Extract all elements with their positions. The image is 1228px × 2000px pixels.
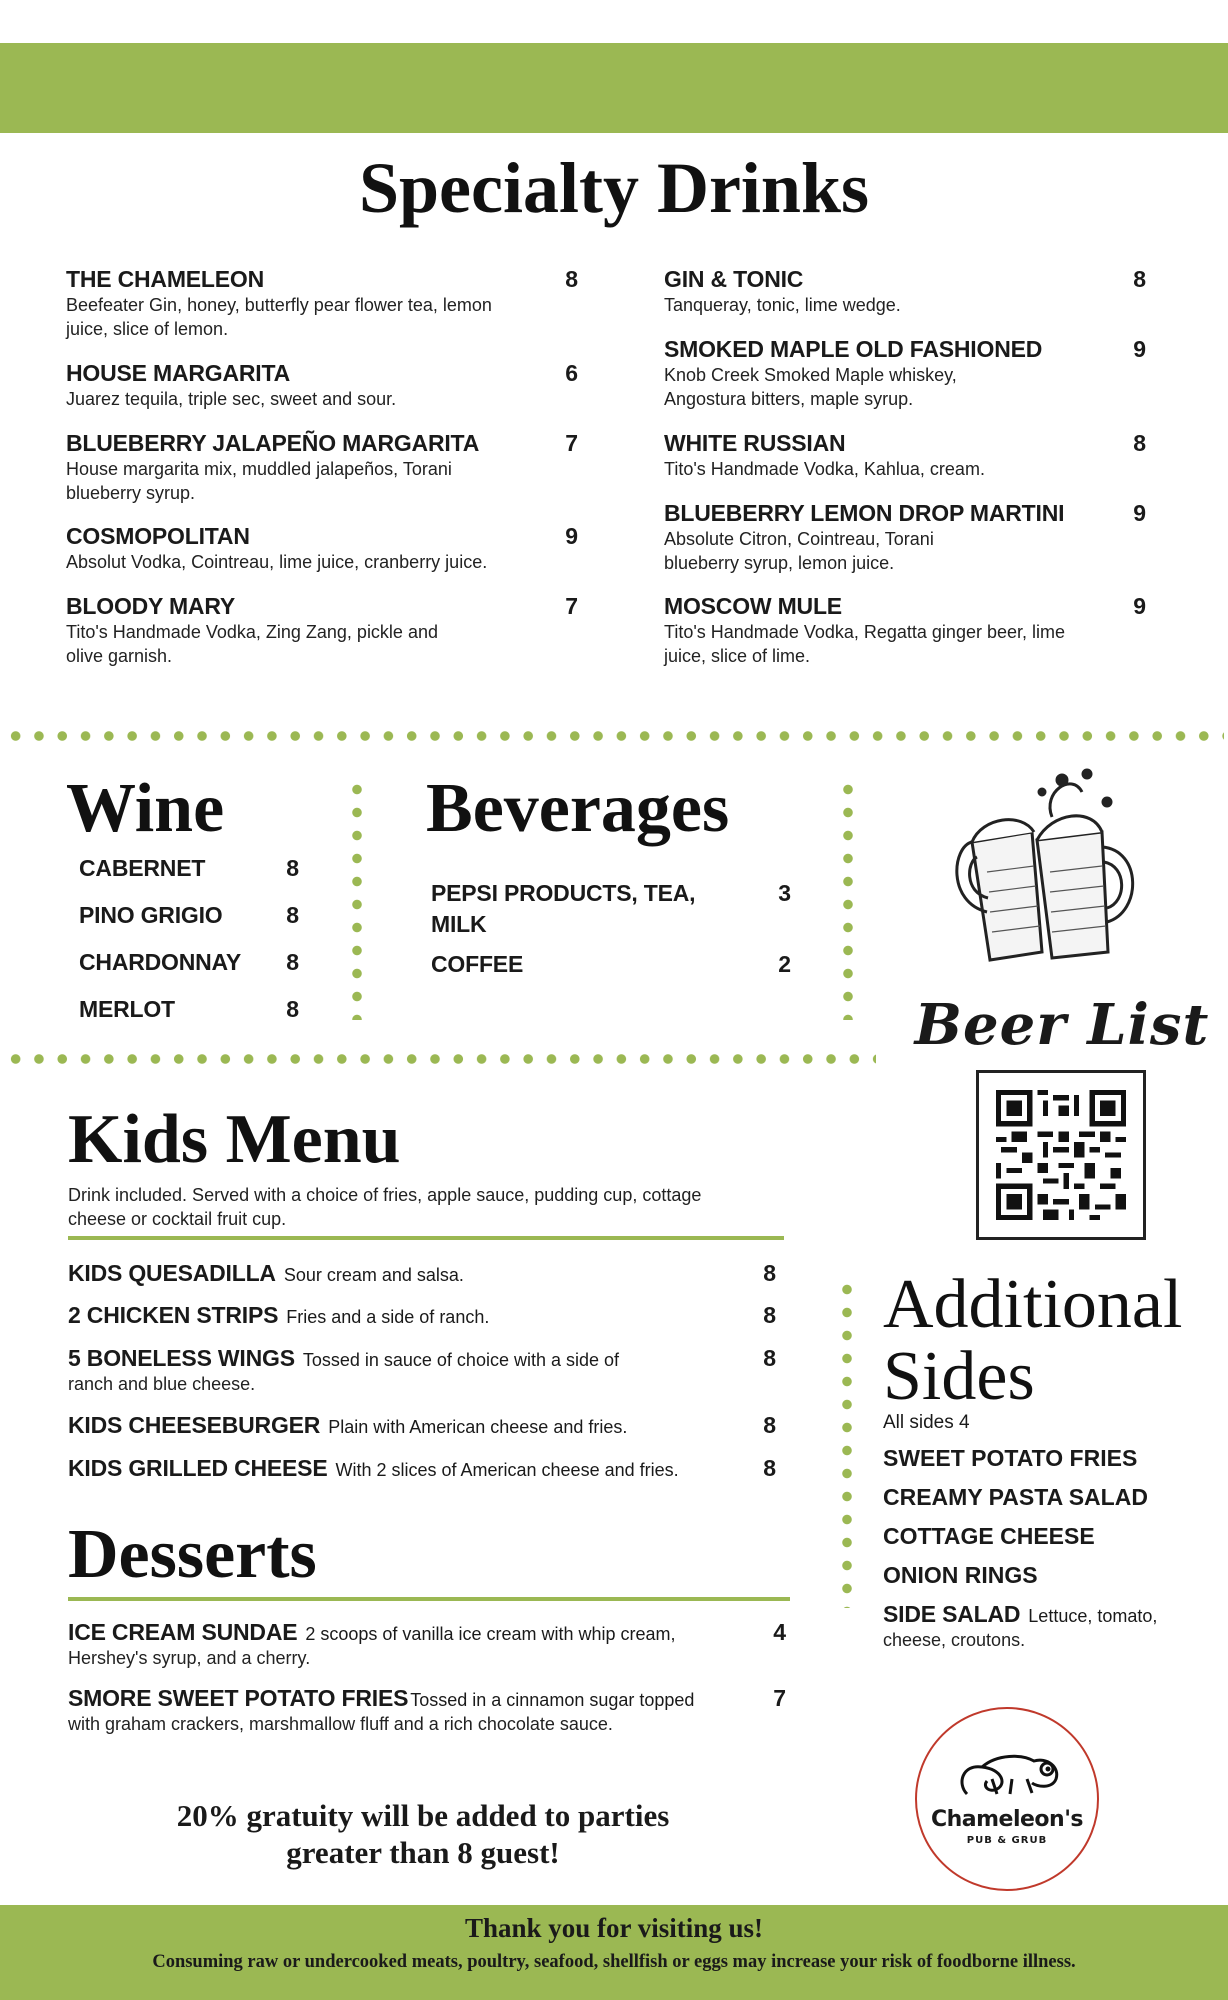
drink-desc: House margarita mix, muddled jalapeños, Torani blueberry syrup. [66,459,452,503]
kids-item-desc: Tossed in sauce of choice with a side of [302,1350,620,1370]
dotted-divider [843,778,853,1020]
drink-item [664,593,1146,668]
kids-item-desc: Plain with American cheese and fries. [328,1417,628,1437]
side-item: CREAMY PASTA SALAD [883,1484,1148,1510]
drink-item [664,500,1146,575]
drink-desc: Tito's Handmade Vodka, Zing Zang, pickle and olive garnish. [66,622,438,666]
drink-desc: Knob Creek Smoked Maple whiskey, Angostura bitters, maple syrup. [664,365,957,409]
drink-item [664,266,1146,317]
beer-mugs-toast-icon [942,762,1182,1002]
kids-item-name: KIDS QUESADILLA [68,1260,276,1286]
section-rule [68,1236,784,1240]
drink-item [66,360,578,411]
dessert-price: 4 [773,1619,786,1645]
sides-title-line2: Sides [883,1338,1035,1415]
drink-item [664,430,1146,481]
dessert-item [68,1685,786,1736]
drink-price: 9 [1133,336,1146,362]
drink-desc: Juarez tequila, triple sec, sweet and sour. [66,389,397,409]
dessert-name: ICE CREAM SUNDAE [68,1619,298,1645]
drink-name: BLUEBERRY LEMON DROP MARTINI [664,500,1065,526]
drink-desc: Beefeater Gin, honey, butterfly pear flower tea, lemon juice, slice of lemon. [66,295,492,339]
kids-item-desc: Sour cream and salsa. [283,1265,464,1285]
drink-price: 9 [565,523,578,549]
kids-item-name: KIDS CHEESEBURGER [68,1412,321,1438]
wine-item [79,902,299,929]
chameleons-logo [915,1707,1099,1891]
drink-desc: Tanqueray, tonic, lime wedge. [664,295,901,315]
wine-item [79,855,299,882]
drink-price: 8 [1133,430,1146,456]
kids-item-desc-line2: ranch and blue cheese. [68,1374,256,1394]
drink-name: BLUEBERRY JALAPEÑO MARGARITA [66,430,480,456]
kids-item-desc: With 2 slices of American cheese and fries. [335,1460,679,1480]
sides-title-line1: Additional [883,1266,1183,1343]
side-item [883,1601,1183,1652]
drink-name: BLOODY MARY [66,593,236,619]
wine-price: 8 [286,855,299,881]
wine-title: Wine [66,770,225,847]
drink-price: 8 [565,266,578,292]
dessert-item [68,1619,786,1670]
wine-price: 8 [286,902,299,928]
gratuity-notice [68,1797,778,1871]
side-item: COTTAGE CHEESE [883,1523,1095,1549]
drink-item [664,336,1146,411]
desserts-title: Desserts [68,1516,317,1593]
side-item: SWEET POTATO FRIES [883,1445,1138,1471]
kids-item-name: 5 BONELESS WINGS [68,1345,295,1371]
wine-price: 8 [286,996,299,1022]
beverage-name: PEPSI PRODUCTS, TEA, [431,880,696,906]
drink-price: 6 [565,360,578,386]
dotted-divider [352,778,362,1020]
drink-price: 9 [1133,593,1146,619]
kids-menu-title: Kids Menu [68,1101,401,1178]
qr-code-icon[interactable] [976,1070,1146,1240]
kids-item [68,1412,776,1439]
drink-price: 7 [565,593,578,619]
beverage-price: 2 [778,951,791,977]
dessert-price: 7 [773,1685,786,1711]
logo-name: Chameleon's [930,1807,1084,1832]
kids-item [68,1345,776,1396]
footer-warning: Consuming raw or undercooked meats, poultry, seafood, shellfish or eggs may increase your risk of foodborne illness. [152,1952,1076,1972]
drink-item [66,523,578,574]
drink-desc: Tito's Handmade Vodka, Regatta ginger beer, lime juice, slice of lime. [664,622,1066,666]
wine-price: 8 [286,949,299,975]
drink-price: 7 [565,430,578,456]
side-item-name: SIDE SALAD [883,1601,1021,1627]
drink-desc: Tito's Handmade Vodka, Kahlua, cream. [664,459,985,479]
kids-item-name: 2 CHICKEN STRIPS [68,1302,279,1328]
header-band [0,43,1228,133]
sides-note: All sides 4 [883,1412,970,1433]
beer-list-title: Beer List [914,992,1210,1058]
gratuity-line1: 20% gratuity will be added to parties [176,1798,670,1833]
drink-name: HOUSE MARGARITA [66,360,291,386]
kids-item-desc: Fries and a side of ranch. [286,1307,490,1327]
side-item-desc: Lettuce, tomato, [1028,1606,1158,1626]
gratuity-line2: greater than 8 guest! [286,1835,560,1870]
drink-item [66,266,578,341]
wine-item [79,996,299,1023]
drink-name: SMOKED MAPLE OLD FASHIONED [664,336,1043,362]
kids-item [68,1455,776,1482]
beverage-name: COFFEE [431,951,524,977]
drink-name: WHITE RUSSIAN [664,430,846,456]
section-rule [68,1597,790,1601]
wine-name: CHARDONNAY [79,949,241,975]
beverage-item [431,951,791,978]
dotted-divider [4,731,1224,741]
drink-desc: Absolut Vodka, Cointreau, lime juice, cranberry juice. [66,552,488,572]
drink-name: COSMOPOLITAN [66,523,250,549]
beverage-price: 3 [778,880,791,906]
kids-intro: Drink included. Served with a choice of fries, apple sauce, pudding cup, cottage cheese or cocktail fruit cup. [68,1185,702,1229]
drink-item [66,593,578,668]
footer-thanks: Thank you for visiting us! [464,1913,764,1943]
dessert-desc-line2: with graham crackers, marshmallow fluff and a rich chocolate sauce. [68,1714,613,1734]
drink-name: THE CHAMELEON [66,266,265,292]
dotted-divider [842,1278,852,1608]
kids-item [68,1260,776,1287]
wine-name: CABERNET [79,855,206,881]
drink-price: 8 [1133,266,1146,292]
kids-item-name: KIDS GRILLED CHEESE [68,1455,328,1481]
beverage-name-line2: MILK [431,911,487,937]
logo-tagline: PUB & GRUB [966,1835,1048,1846]
chameleon-icon [952,1739,1067,1809]
dessert-name: SMORE SWEET POTATO FRIES [68,1685,409,1711]
kids-item-price: 8 [763,1260,776,1286]
drink-price: 9 [1133,500,1146,526]
drink-item [66,430,578,505]
wine-name: PINO GRIGIO [79,902,223,928]
kids-item-price: 8 [763,1302,776,1328]
dessert-desc: Tossed in a cinnamon sugar topped [410,1690,695,1710]
specialty-drinks-title: Specialty Drinks [358,148,870,228]
wine-name: MERLOT [79,996,175,1022]
wine-item [79,949,299,976]
side-item: ONION RINGS [883,1562,1038,1588]
side-item-desc-line2: cheese, croutons. [883,1630,1026,1650]
kids-item-price: 8 [763,1455,776,1481]
kids-item [68,1302,776,1329]
dessert-desc-line2: Hershey's syrup, and a cherry. [68,1648,311,1668]
dotted-divider [4,1054,876,1064]
dessert-desc: 2 scoops of vanilla ice cream with whip cream, [305,1624,676,1644]
beverage-item [431,880,791,938]
kids-item-price: 8 [763,1345,776,1371]
drink-name: MOSCOW MULE [664,593,842,619]
drink-desc: Absolute Citron, Cointreau, Torani blueberry syrup, lemon juice. [664,529,934,573]
kids-item-price: 8 [763,1412,776,1438]
beverages-title: Beverages [426,770,730,847]
drink-name: GIN & TONIC [664,266,804,292]
